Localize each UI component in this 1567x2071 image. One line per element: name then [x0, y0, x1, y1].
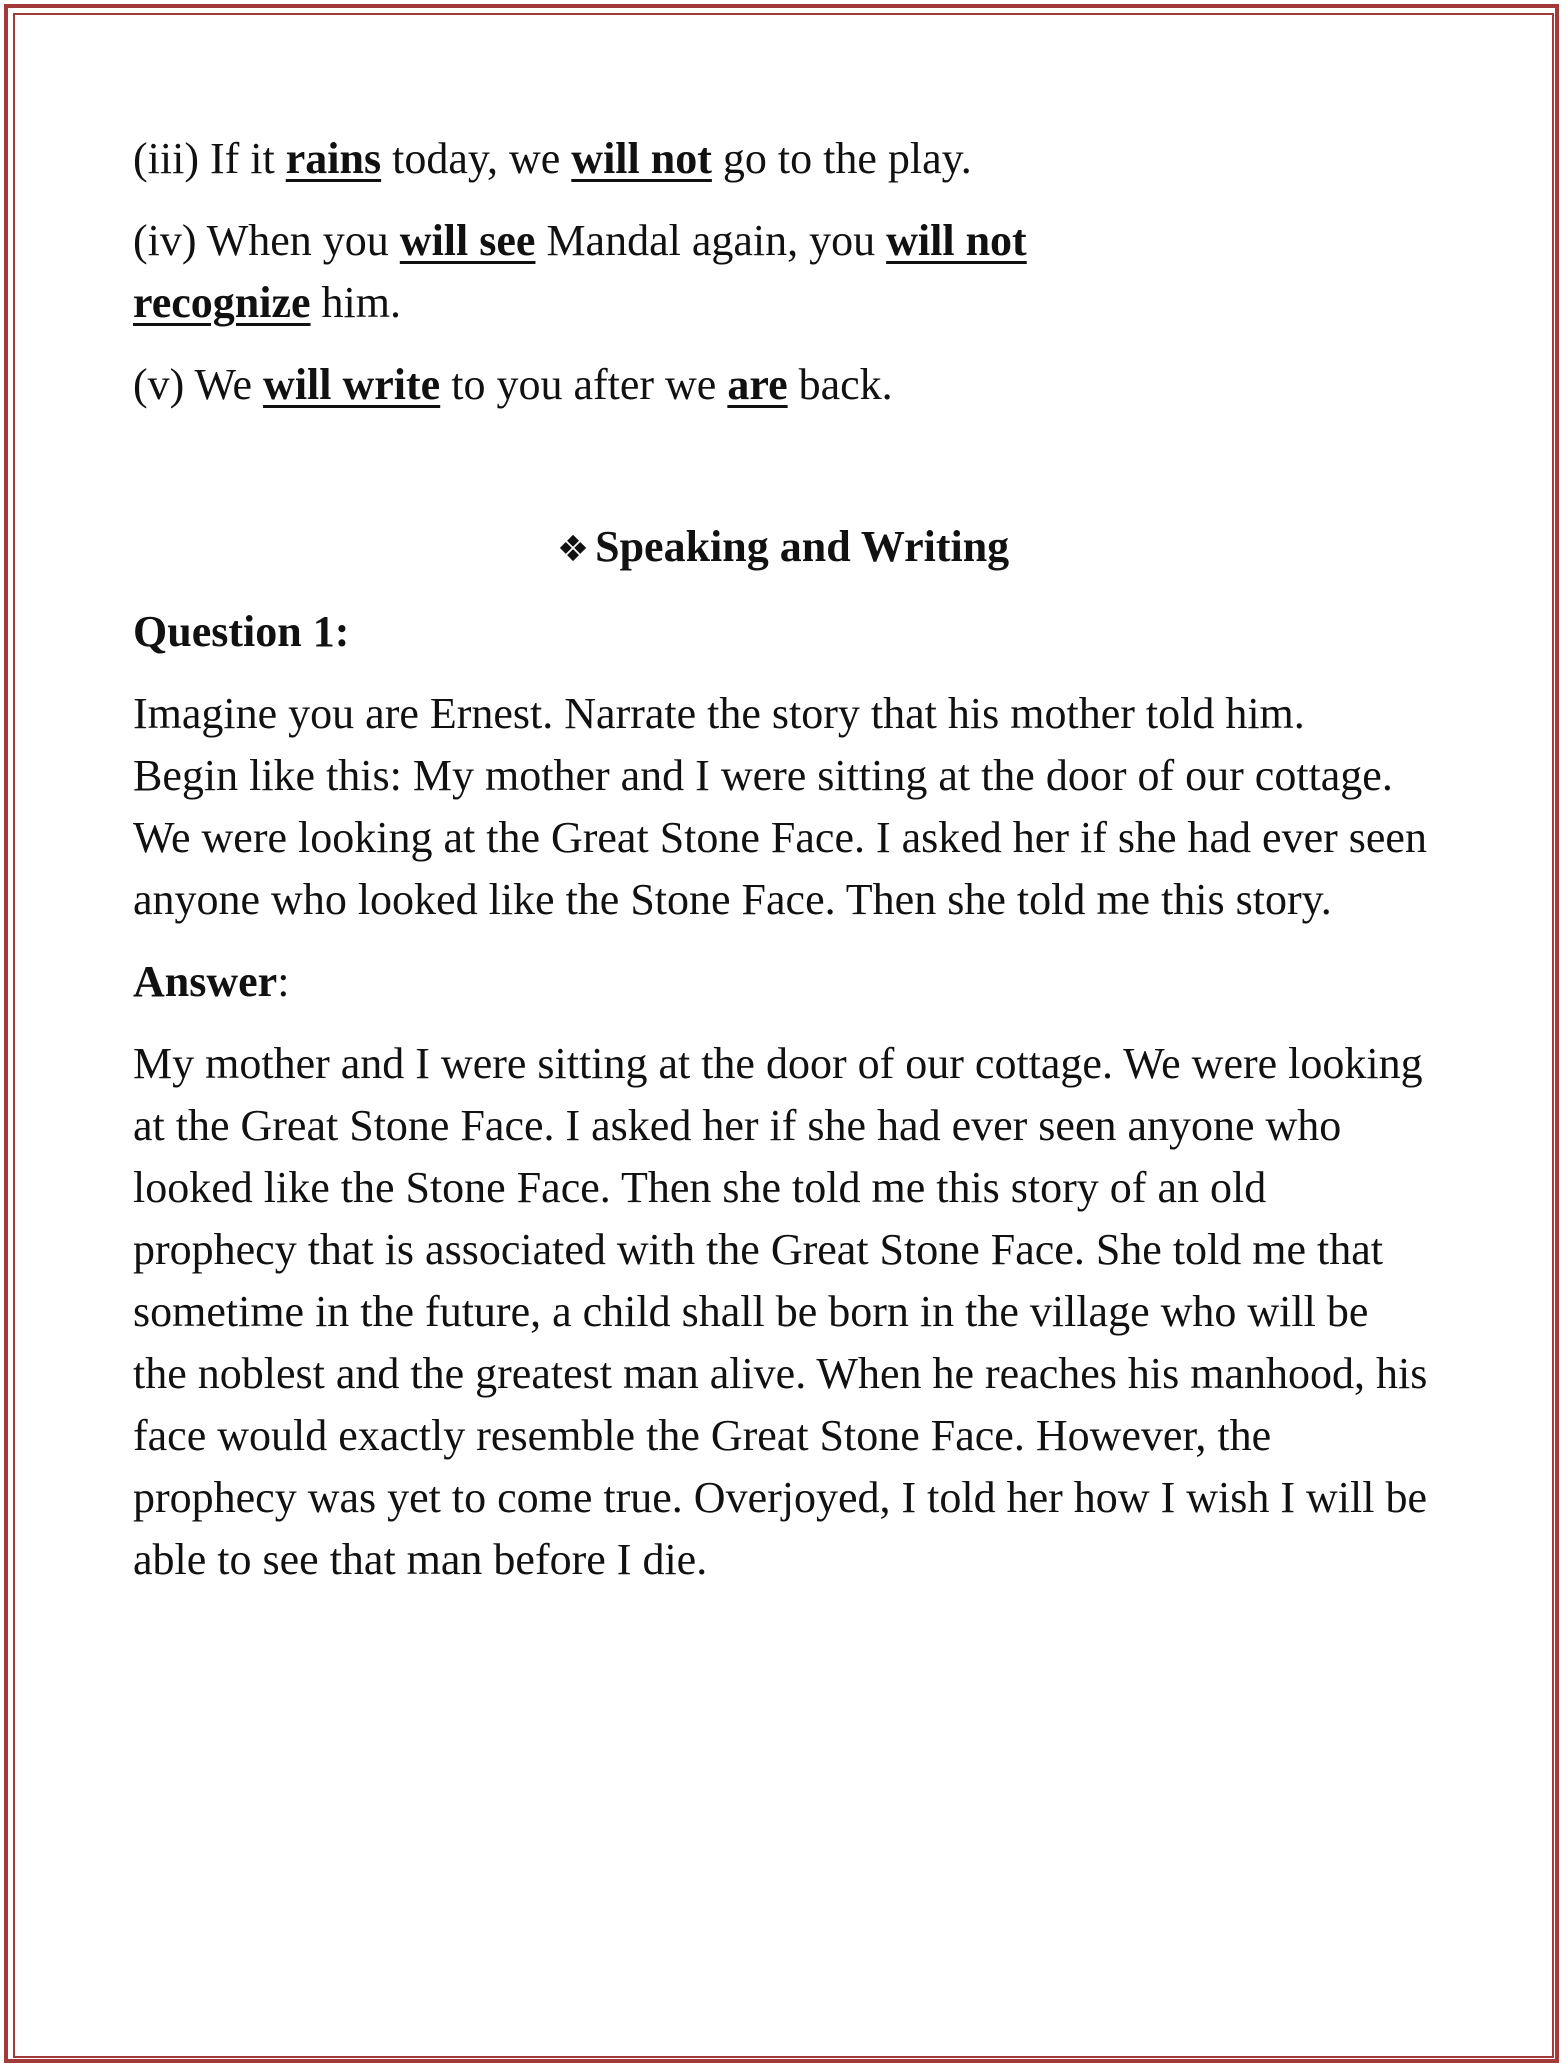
answer-colon: :	[277, 957, 290, 1006]
item-iii-suffix: go to the play.	[711, 134, 972, 183]
section-title: Speaking and Writing	[595, 522, 1010, 571]
item-v	[133, 354, 1433, 416]
item-v-verb-1: will write	[263, 360, 441, 409]
item-v-prefix: (v) We	[133, 360, 264, 409]
question-label: Question 1:	[133, 607, 350, 656]
answer-label-line	[133, 951, 1433, 1013]
item-iv-mid: Mandal again, you	[535, 216, 887, 265]
answer-text: My mother and I were sitting at the door of our cottage. We were looking at the Great Stone Face. I asked her if she had ever seen anyone who looked like the Stone Face. Then she told me this story of an old prophecy that is associated with the Great Stone Face. She told me that sometime in the future, a child shall be born in the village who will be the noblest and the greatest man alive. When he reaches his manhood, his face would exactly resemble the Great Stone Face. However, the prophecy was yet to come true. Overjoyed, I told her how I wish I will be able to see that man before I die.	[133, 1039, 1428, 1584]
question-prompt: Imagine you are Ernest. Narrate the story that his mother told him.	[133, 689, 1305, 738]
question-text	[133, 683, 1433, 931]
item-iv-verb-3: recognize	[133, 278, 311, 327]
answer-label: Answer	[133, 957, 278, 1006]
page-content	[133, 128, 1433, 1591]
item-iii-verb-1: rains	[285, 134, 382, 183]
item-iv-prefix: (iv) When you	[133, 216, 400, 265]
question-begin: Begin like this: My mother and I were sitting at the door of our cottage. We were looking at the Great Stone Face. I asked her if she had ever seen anyone who looked like the Stone Face. Then she told me this story.	[133, 751, 1427, 924]
diamond-bullet-icon: ❖	[556, 529, 590, 570]
item-iv-suffix: him.	[310, 278, 401, 327]
item-iv-verb-2: will not	[886, 216, 1027, 265]
item-v-suffix: back.	[787, 360, 893, 409]
section-heading	[133, 516, 1433, 581]
item-iii-verb-2: will not	[571, 134, 712, 183]
item-iv	[133, 210, 1433, 334]
item-iii-prefix: (iii) If it	[133, 134, 286, 183]
item-iii	[133, 128, 1433, 190]
item-v-mid: to you after we	[440, 360, 728, 409]
item-iv-verb-1: will see	[399, 216, 536, 265]
item-iii-mid: today, we	[381, 134, 572, 183]
item-v-verb-2: are	[727, 360, 788, 409]
